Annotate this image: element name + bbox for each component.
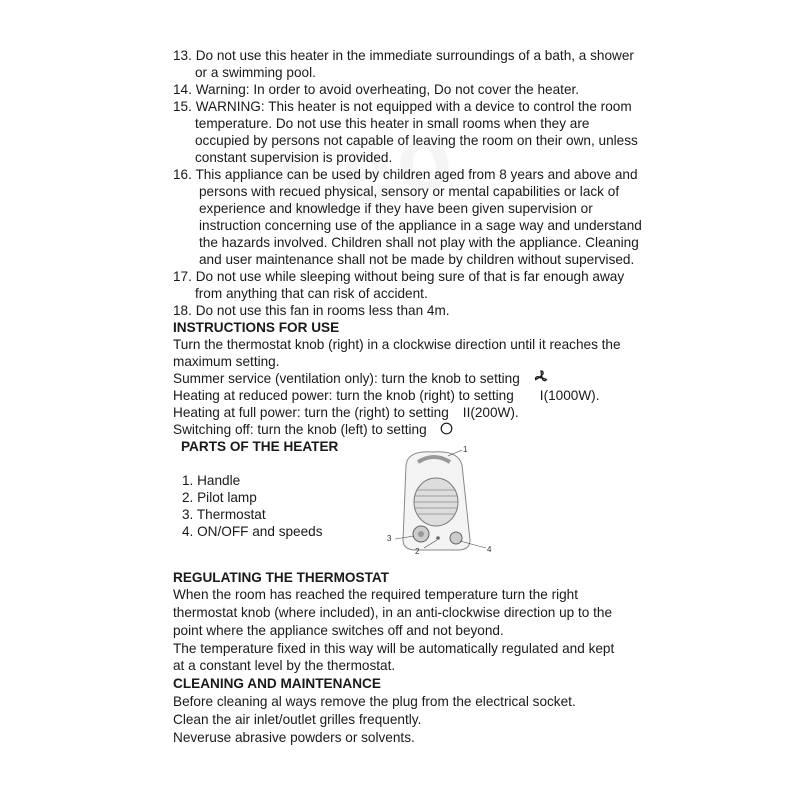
fan-icon: [534, 370, 548, 388]
full-setting-value: II(200W).: [462, 405, 519, 420]
callout-1: 1: [463, 445, 468, 454]
safety-item-15-line-1: 15. WARNING: This heater is not equipped with a device to control the room: [173, 99, 632, 114]
cleaning-line-2: Clean the air inlet/outlet grilles frequently.: [173, 712, 422, 727]
safety-item-17-line-2: from anything that can risk of accident.: [195, 286, 428, 301]
safety-item-16-line-6: and user maintenance shall not be made by children without supervised.: [199, 252, 635, 267]
instructions-full: Heating at full power: turn the (right) to setting II(200W).: [173, 405, 519, 420]
heater-diagram: [378, 440, 508, 565]
instructions-intro-line-1: Turn the thermostat knob (right) in a clockwise direction until it reaches the: [173, 337, 621, 352]
thermostat-line-2: thermostat knob (where included), in an anti-clockwise direction up to the: [173, 605, 613, 620]
callout-4: 4: [487, 545, 492, 554]
instructions-reduced: Heating at reduced power: turn the knob (right) to setting I(1000W).: [173, 388, 600, 403]
safety-item-13-line-1: 13. Do not use this heater in the immediate surroundings of a bath, a shower: [173, 48, 634, 63]
safety-item-16-line-4: instruction concerning use of the appliance in a sage way and understand: [199, 218, 642, 233]
safety-item-16-line-5: the hazards involved. Children shall not play with the appliance. Cleaning: [199, 235, 639, 250]
safety-item-14-line-1: 14. Warning: In order to avoid overheating, Do not cover the heater.: [173, 82, 580, 97]
safety-item-18-line-1: 18. Do not use this fan in rooms less than 4m.: [173, 303, 450, 318]
instructions-heading: INSTRUCTIONS FOR USE: [173, 320, 340, 335]
parts-item-3: 3. Thermostat: [182, 507, 266, 522]
cleaning-heading: CLEANING AND MAINTENANCE: [173, 676, 381, 691]
safety-item-13-line-2: or a swimming pool.: [195, 65, 316, 80]
safety-item-16-line-3: experience and knowledge if they have been given supervision or: [199, 201, 593, 216]
callout-2: 2: [415, 547, 420, 556]
thermostat-line-5: at a constant level by the thermostat.: [173, 658, 396, 673]
thermostat-line-3: point where the appliance switches off and not beyond.: [173, 623, 504, 638]
cleaning-line-1: Before cleaning al ways remove the plug from the electrical socket.: [173, 694, 576, 709]
safety-item-15-line-2: temperature. Do not use this heater in small rooms when they are: [195, 116, 590, 131]
thermostat-line-4: The temperature fixed in this way will be automatically regulated and kept: [173, 641, 615, 656]
off-circle-icon: [440, 422, 453, 439]
parts-item-2: 2. Pilot lamp: [182, 490, 257, 505]
safety-item-15-line-3: occupied by persons not capable of leaving the room on their own, unless: [195, 133, 638, 148]
thermostat-line-1: When the room has reached the required temperature turn the right: [173, 587, 579, 602]
parts-item-4: 4. ON/OFF and speeds: [182, 524, 323, 539]
instructions-intro-line-2: maximum setting.: [173, 354, 280, 369]
parts-heading: PARTS OF THE HEATER: [181, 439, 339, 454]
cleaning-line-3: Neveruse abrasive powders or solvents.: [173, 730, 415, 745]
safety-item-16-line-1: 16. This appliance can be used by children aged from 8 years and above and: [173, 167, 638, 182]
parts-item-1: 1. Handle: [182, 473, 241, 488]
safety-item-17-line-1: 17. Do not use while sleeping without being sure of that is far enough away: [173, 269, 625, 284]
instructions-off: Switching off: turn the knob (left) to setting: [173, 421, 453, 439]
safety-item-15-line-4: constant supervision is provided.: [195, 150, 393, 165]
callout-3: 3: [387, 534, 392, 543]
instructions-summer: Summer service (ventilation only): turn the knob to setting: [173, 370, 548, 388]
thermostat-heading: REGULATING THE THERMOSTAT: [173, 570, 389, 585]
reduced-setting-value: I(1000W).: [539, 388, 600, 403]
safety-item-16-line-2: persons with recued physical, sensory or mental capabilities or lack of: [199, 184, 620, 199]
